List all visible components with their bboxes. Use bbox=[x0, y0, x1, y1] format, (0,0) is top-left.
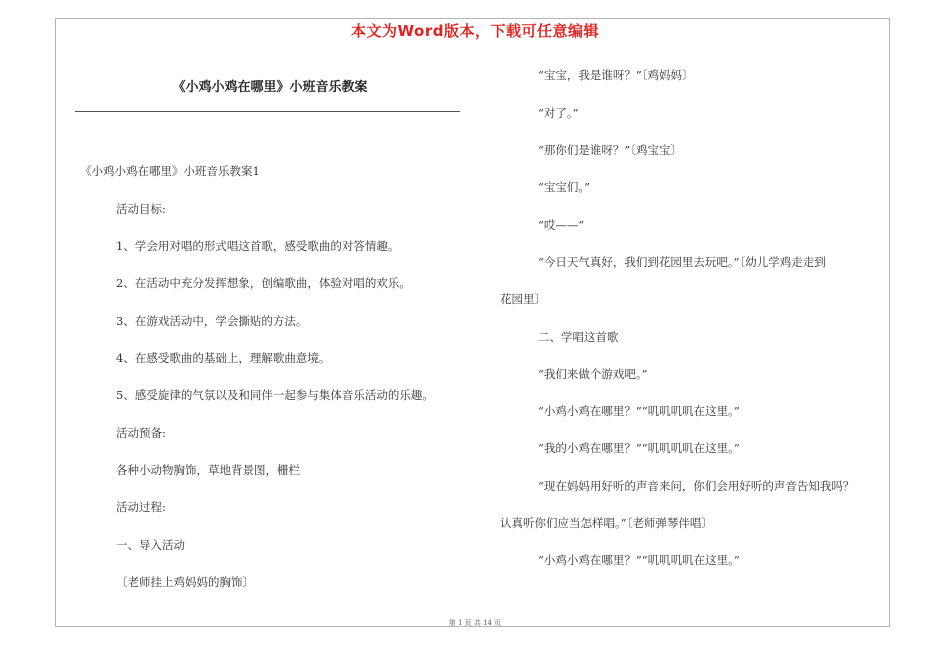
paragraph: 认真听你们应当怎样唱。”〔老师弹琴伴唱〕 bbox=[500, 516, 713, 530]
paragraph: 活动预备: bbox=[116, 426, 166, 440]
paragraph: 1、学会用对唱的形式唱这首歌，感受歌曲的对答情趣。 bbox=[116, 239, 400, 253]
paragraph: “小鸡小鸡在哪里？”“叽叽叽叽在这里。” bbox=[538, 404, 740, 418]
document-title: 《小鸡小鸡在哪里》小班音乐教案 bbox=[172, 80, 368, 95]
paragraph: 二、学唱这首歌 bbox=[538, 330, 619, 344]
paragraph: 各种小动物胸饰，草地背景图，栅栏 bbox=[116, 463, 300, 477]
section-heading: 《小鸡小鸡在哪里》小班音乐教案1 bbox=[80, 164, 260, 178]
paragraph: “那你们是谁呀？”〔鸡宝宝〕 bbox=[538, 143, 683, 157]
paragraph: 活动过程: bbox=[116, 500, 166, 514]
paragraph: “对了。” bbox=[538, 106, 579, 120]
watermark-banner: 本文为Word版本，下载可任意编辑 bbox=[351, 22, 599, 40]
paragraph: “我的小鸡在哪里？”“叽叽叽叽在这里。” bbox=[538, 441, 740, 455]
paragraph: 4、在感受歌曲的基础上，理解歌曲意境。 bbox=[116, 351, 331, 365]
paragraph: 3、在游戏活动中，学会撕贴的方法。 bbox=[116, 314, 308, 328]
paragraph: “我们来做个游戏吧。” bbox=[538, 367, 648, 381]
paragraph: 活动目标: bbox=[116, 202, 166, 216]
page-number-footer: 第 1 页 共 14 页 bbox=[448, 619, 502, 627]
paragraph: “今日天气真好，我们到花园里去玩吧。”〔幼儿学鸡走走到 bbox=[538, 255, 826, 269]
paragraph: 〔老师挂上鸡妈妈的胸饰〕 bbox=[116, 575, 254, 589]
paragraph: “宝宝们。” bbox=[538, 180, 591, 194]
paragraph: 2、在活动中充分发挥想象，创编歌曲，体验对唱的欢乐。 bbox=[116, 276, 411, 290]
title-underline bbox=[75, 111, 460, 112]
paragraph: 5、感受旋律的气氛以及和同伴一起参与集体音乐活动的乐趣。 bbox=[116, 388, 434, 402]
paragraph: 花园里〕 bbox=[500, 292, 546, 306]
paragraph: “小鸡小鸡在哪里？”“叽叽叽叽在这里。” bbox=[538, 553, 740, 567]
paragraph: 一、导入活动 bbox=[116, 538, 185, 552]
paragraph: “哎——” bbox=[538, 218, 585, 232]
paragraph: “宝宝，我是谁呀？”〔鸡妈妈〕 bbox=[538, 68, 694, 82]
paragraph: “现在妈妈用好听的声音来问，你们会用好听的声音告知我吗？ bbox=[538, 479, 855, 493]
